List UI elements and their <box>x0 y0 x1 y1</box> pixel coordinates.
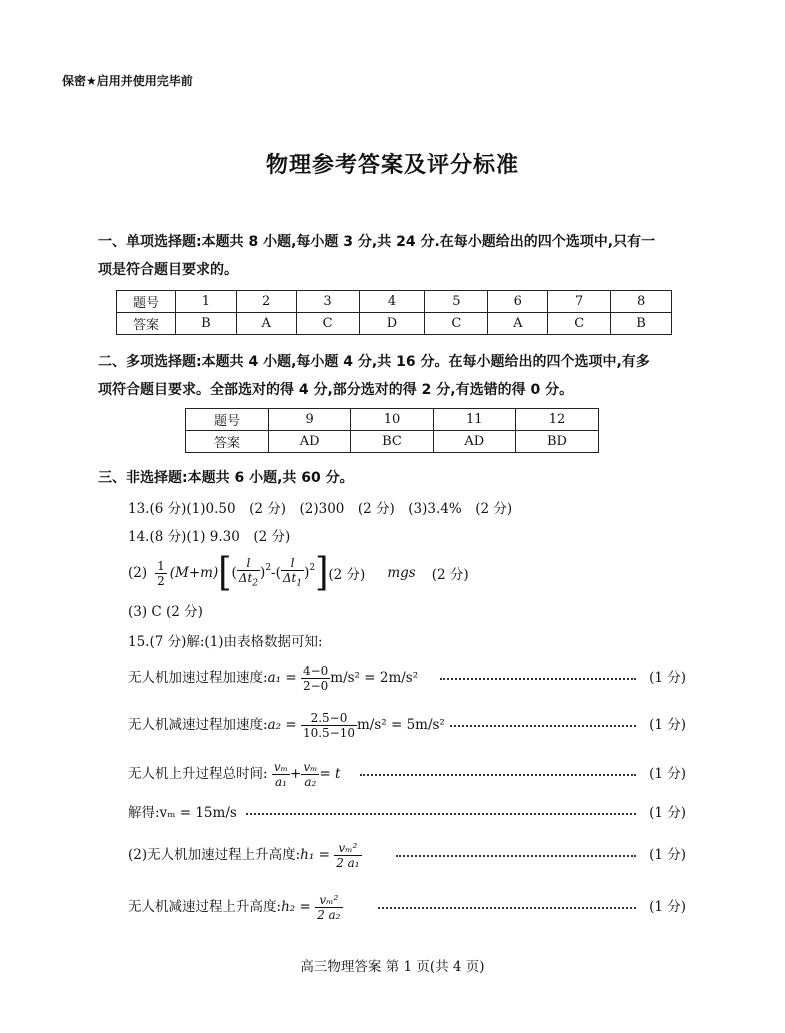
fraction-denominator: a₂ <box>304 775 317 789</box>
question-number-cell: 4 <box>359 291 425 313</box>
answer-cell: C <box>425 313 488 335</box>
fraction-numerator: 2.5−0 <box>301 711 357 726</box>
leader-dots <box>360 774 636 776</box>
answer-cell: AD <box>433 431 515 453</box>
answer-cell: A <box>488 313 548 335</box>
question-number-cell: 2 <box>236 291 296 313</box>
fraction <box>315 893 342 922</box>
section2-heading-line1: 二、多项选择题:本题共 4 小题,每小题 4 分,共 16 分。在每小题给出的四个选项中,有多 <box>98 354 650 370</box>
table-row <box>117 291 672 313</box>
answer-cell: C <box>548 313 611 335</box>
score-label: (1 分) <box>649 766 686 782</box>
section1-heading-line2: 项是符合题目要求的。 <box>98 262 238 278</box>
mass-term: (M+m) <box>169 565 219 581</box>
question-number-cell: 9 <box>269 409 351 431</box>
table-header-cell: 题号 <box>117 291 176 313</box>
fraction <box>272 760 290 789</box>
leader-dots <box>246 813 636 815</box>
q15-total-time: 无人机上升过程总时间: $\frac{\text{vₘ}}{\text{a₁}}$ + $\frac{\text{vₘ}}{\text{a₂}}$ = t (1 分) <box>128 760 686 789</box>
fraction-numerator: vₘ <box>303 760 318 774</box>
right-bracket: ] <box>315 550 329 596</box>
leader-dots <box>378 907 636 909</box>
fraction-numerator: l <box>237 556 260 571</box>
fraction-numerator: vₘ² <box>315 893 342 908</box>
question-number-cell: 1 <box>176 291 237 313</box>
answer-cell: BC <box>351 431 433 453</box>
q14-part2: (2) $\frac{1}{2}$ (M+m) [ ( $\frac{l}{\Delta t_2}$ ) $^2$ - ( $\frac{l}{\Delta t_1}$ ) $^2$ ] (2 分) mgs (2 分) <box>128 550 469 596</box>
step-result: m/s² = 2m/s² <box>330 670 419 686</box>
fraction <box>301 664 330 693</box>
fraction <box>334 841 361 870</box>
fraction-denominator: $\Delta t_1$ <box>282 570 303 589</box>
table-row <box>186 431 599 453</box>
question-number-cell: 6 <box>488 291 548 313</box>
single-choice-table <box>116 290 672 335</box>
answer-cell: C <box>296 313 359 335</box>
q14-part3: (3) C (2 分) <box>128 604 203 620</box>
score-label: (2 分) <box>328 567 366 583</box>
q14-part1: 14.(8 分)(1) 9.30 (2 分) <box>128 529 291 545</box>
section2-heading-line2: 项符合题目要求。全部选对的得 4 分,部分选对的得 2 分,有选错的得 0 分。 <box>98 382 574 398</box>
q15-intro: 15.(7 分)解:(1)由表格数据可知: <box>128 634 323 650</box>
score-label: (1 分) <box>649 899 686 915</box>
section2-heading <box>98 348 698 404</box>
fraction <box>301 760 319 789</box>
answer-cell: A <box>236 313 296 335</box>
fraction-numerator: l <box>281 556 304 571</box>
q15-accel-step: 无人机加速过程加速度:a₁ = $\frac{4-0}{2-0}$ m/s² = 2m/s² (1 分) <box>128 664 686 693</box>
fraction-numerator: 1 <box>157 558 165 573</box>
section1-heading <box>98 228 698 284</box>
minus-sign: - <box>271 565 276 581</box>
score-label: (1 分) <box>649 670 686 686</box>
answer-cell: BD <box>515 431 598 453</box>
question-number-cell: 7 <box>548 291 611 313</box>
q15-h2: 无人机减速过程上升高度:h₂ = $\frac{\text{vₘ²}}{\text{2 a₂}}$ (1 分) <box>128 890 686 924</box>
step-label: 解得:vₘ = 15m/s <box>128 805 237 821</box>
question-number-cell: 11 <box>433 409 515 431</box>
question-number-cell: 10 <box>351 409 433 431</box>
fraction-numerator: 4−0 <box>302 664 329 678</box>
answer-cell: D <box>359 313 425 335</box>
answer-cell: AD <box>269 431 351 453</box>
q15-decel-step: 无人机减速过程加速度:a₂ = $\frac{2.5-0}{10.5-10}$ m/s² = 5m/s² (1 分) <box>128 711 686 740</box>
question-number-cell: 5 <box>425 291 488 313</box>
left-bracket: [ <box>218 550 232 596</box>
page-title: 物理参考答案及评分标准 <box>265 153 519 178</box>
section3-heading: 三、非选择题:本题共 6 小题,共 60 分。 <box>98 470 354 486</box>
step-label: 无人机上升过程总时间: <box>128 766 268 782</box>
score-label: (1 分) <box>649 717 686 733</box>
mgs-answer: mgs <box>387 565 416 581</box>
table-header-cell: 答案 <box>117 313 176 335</box>
fraction-half <box>155 559 167 588</box>
fraction-denominator: 2 a₂ <box>317 908 341 922</box>
section1-heading-line1: 一、单项选择题:本题共 8 小题,每小题 3 分,共 24 分.在每小题给出的四个选项中,只有一 <box>98 234 656 250</box>
score-label: (2 分) <box>431 567 469 583</box>
q15-solve <box>128 802 686 824</box>
score-label: (1 分) <box>649 847 686 863</box>
table-row <box>186 409 599 431</box>
question-number-cell: 12 <box>515 409 598 431</box>
step-label: 无人机减速过程上升高度: <box>128 899 282 915</box>
confidential-note: 保密★启用并使用完毕前 <box>62 74 193 88</box>
fraction-l-dt2 <box>237 556 260 590</box>
multiple-choice-table <box>185 408 599 453</box>
q13-answer: 13.(6 分)(1)0.50 (2 分) (2)300 (2 分) (3)3.4% (2 分) <box>128 501 513 517</box>
table-header-cell: 答案 <box>186 431 269 453</box>
fraction <box>301 711 357 740</box>
q14-part2-prefix: (2) <box>128 565 148 581</box>
fraction-numerator: vₘ <box>273 760 288 774</box>
fraction-denominator: 10.5−10 <box>302 726 355 740</box>
step-label: 无人机减速过程加速度: <box>128 717 268 733</box>
question-number-cell: 3 <box>296 291 359 313</box>
fraction-denominator: 2−0 <box>302 679 329 693</box>
step-label: 无人机加速过程加速度: <box>128 670 268 686</box>
answer-cell: B <box>176 313 237 335</box>
question-number-cell: 8 <box>611 291 672 313</box>
leader-dots <box>450 725 636 727</box>
table-row <box>117 313 672 335</box>
score-label: (1 分) <box>649 805 686 821</box>
step-result: m/s² = 5m/s² <box>356 717 445 733</box>
fraction-denominator: $\Delta t_2$ <box>238 570 259 589</box>
fraction-numerator: vₘ² <box>334 841 361 856</box>
leader-dots <box>396 855 636 857</box>
fraction-denominator: 2 a₁ <box>336 856 360 870</box>
q15-h1: (2)无人机加速过程上升高度:h₁ = $\frac{\text{vₘ²}}{\text{2 a₁}}$ (1 分) <box>128 838 686 872</box>
page-footer: 高三物理答案 第 1 页(共 4 页) <box>300 959 485 975</box>
fraction-denominator: 2 <box>157 573 165 588</box>
step-label: (2)无人机加速过程上升高度: <box>128 847 301 863</box>
table-header-cell: 题号 <box>186 409 269 431</box>
fraction-l-dt1 <box>281 556 304 590</box>
answer-cell: B <box>611 313 672 335</box>
fraction-denominator: a₁ <box>274 775 287 789</box>
leader-dots <box>440 678 636 680</box>
